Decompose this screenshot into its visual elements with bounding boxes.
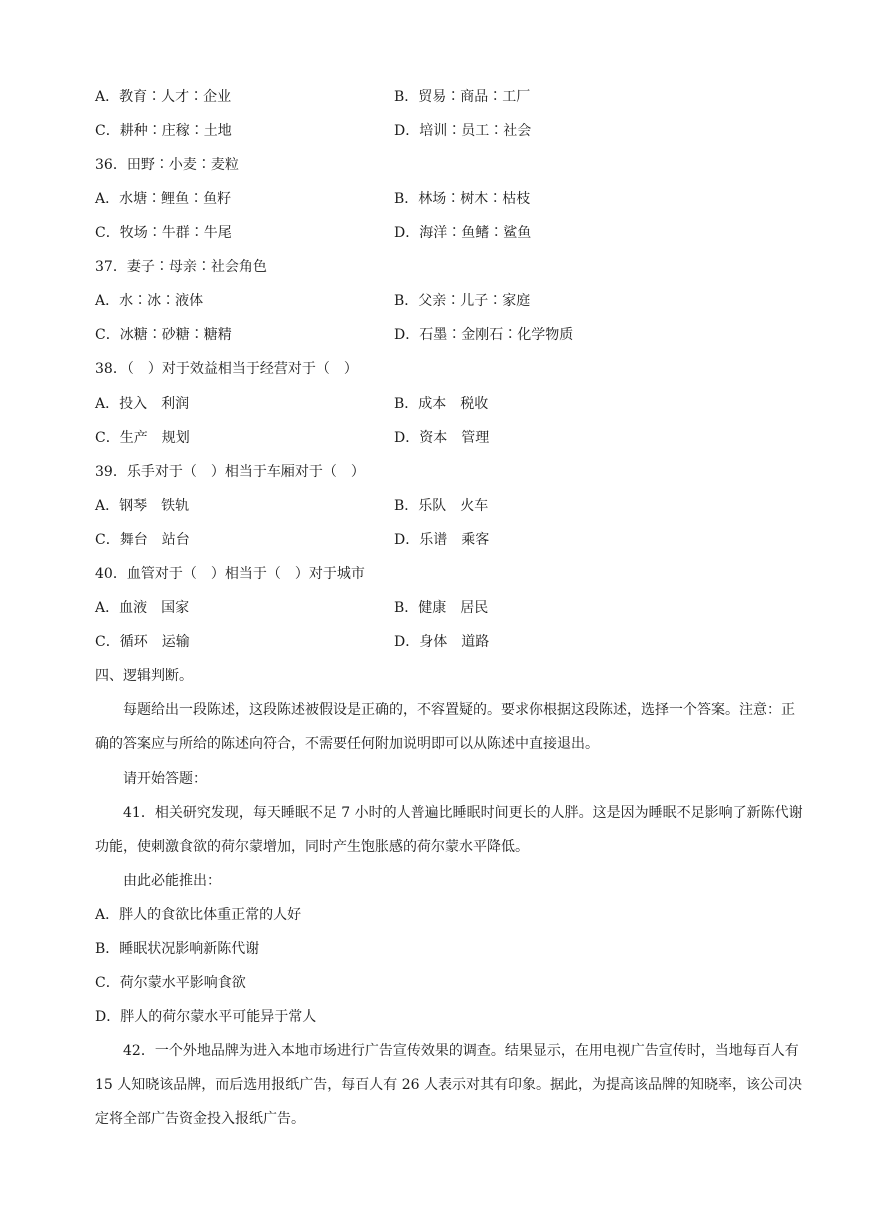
option-a: A．投入 利润 <box>95 396 190 412</box>
option-d: D．海洋∶鱼鳍∶鲨鱼 <box>394 225 532 241</box>
option-a: A．胖人的食欲比体重正常的人好 <box>95 907 302 923</box>
option-b: B．健康 居民 <box>394 600 489 616</box>
option-c: C．荷尔蒙水平影响食欲 <box>95 975 246 991</box>
option-d: D．培训∶员工∶社会 <box>394 123 532 139</box>
option-a: A．血液 国家 <box>95 600 190 616</box>
option-b: B．林场∶树木∶枯枝 <box>394 191 531 207</box>
option-c: C．冰糖∶砂糖∶糖精 <box>95 327 232 343</box>
option-a: A．钢琴 铁轨 <box>95 498 190 514</box>
option-a: A．水∶冰∶液体 <box>95 293 204 309</box>
option-b: B．贸易∶商品∶工厂 <box>394 89 531 105</box>
question-36: 36．田野∶小麦∶麦粒 <box>95 157 239 173</box>
option-b: B．成本 税收 <box>394 396 489 412</box>
option-c: C．生产 规划 <box>95 430 190 446</box>
option-d: D．胖人的荷尔蒙水平可能异于常人 <box>95 1009 317 1025</box>
option-c: C．牧场∶牛群∶牛尾 <box>95 225 232 241</box>
section-intro: 每题给出一段陈述，这段陈述被假设是正确的，不容置疑的。要求你根据这段陈述，选择一个答案。注意：正确的答案应与所给的陈述向符合，不需要任何附加说明即可以从陈述中直接退出。 <box>95 702 795 752</box>
question-41-lead: 由此必能推出： <box>123 873 221 889</box>
option-d: D．乐谱 乘客 <box>394 532 490 548</box>
question-41: 41．相关研究发现，每天睡眠不足 7 小时的人普遍比睡眠时间更长的人胖。这是因为睡眠不足影响了新陈代谢功能，使刺激食欲的荷尔蒙增加，同时产生饱胀感的荷尔蒙水平降低。 <box>95 805 803 855</box>
question-38: 38．（ ）对于效益相当于经营对于（ ） <box>95 361 358 377</box>
question-37: 37．妻子∶母亲∶社会角色 <box>95 259 267 275</box>
option-c: C．循环 运输 <box>95 634 190 650</box>
option-b: B．父亲∶儿子∶家庭 <box>394 293 531 309</box>
question-40: 40．血管对于（ ）相当于（ ）对于城市 <box>95 566 365 582</box>
option-d: D．身体 道路 <box>394 634 490 650</box>
question-39: 39．乐手对于（ ）相当于车厢对于（ ） <box>95 464 365 480</box>
option-d: D．资本 管理 <box>394 430 490 446</box>
option-b: B．乐队 火车 <box>394 498 489 514</box>
option-d: D．石墨∶金刚石∶化学物质 <box>394 327 574 343</box>
option-a: A．教育∶人才∶企业 <box>95 89 232 105</box>
section-heading: 四、逻辑判断。 <box>95 668 193 684</box>
option-c: C．耕种∶庄稼∶土地 <box>95 123 232 139</box>
question-42: 42．一个外地品牌为进入本地市场进行广告宣传效果的调查。结果显示，在用电视广告宣传时，当地每百人有 15 人知晓该品牌，而后选用报纸广告，每百人有 26 人表示对其有印象。据此，为提高该品牌的知晓率，该公司决定将全部广告资金投入报纸广告。 <box>95 1043 802 1127</box>
start-prompt: 请开始答题： <box>123 771 207 787</box>
option-c: C．舞台 站台 <box>95 532 190 548</box>
option-a: A．水塘∶鲤鱼∶鱼籽 <box>95 191 232 207</box>
option-b: B．睡眠状况影响新陈代谢 <box>95 941 260 957</box>
